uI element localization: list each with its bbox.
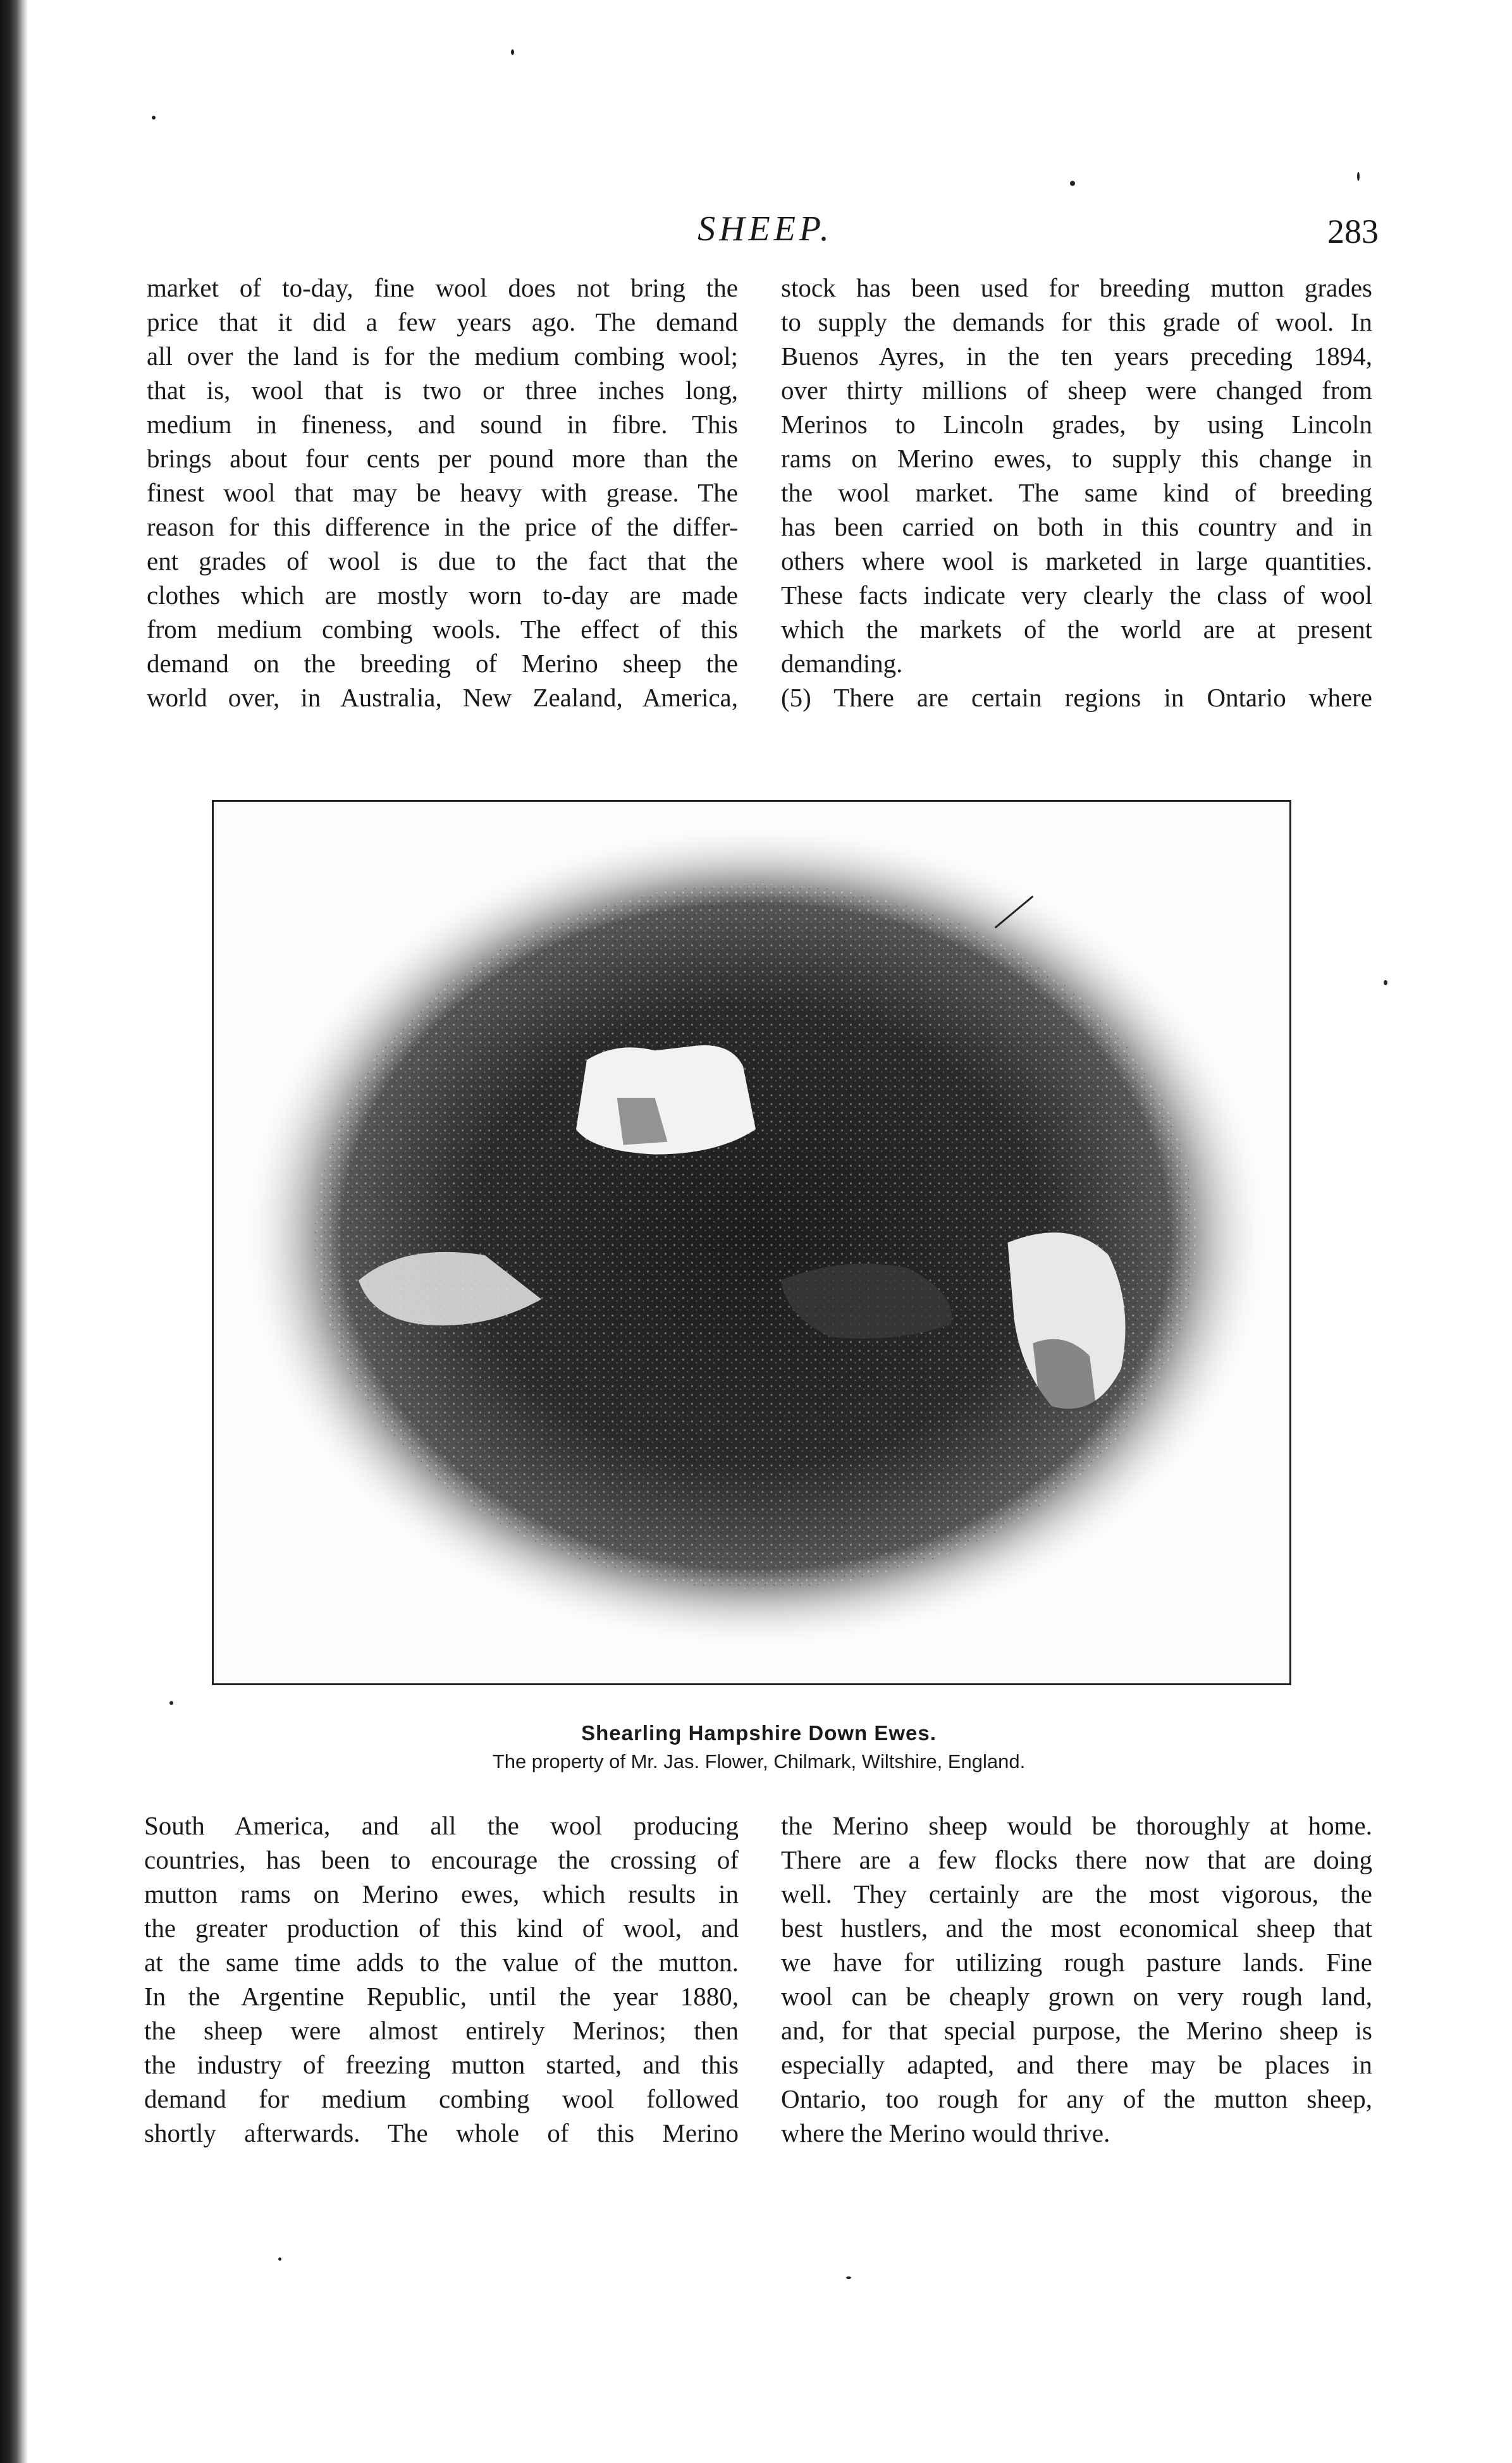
text-line: In the Argentine Republic, until the year 1880, <box>144 1982 739 2011</box>
text-line: all over the land is for the medium combing wool; <box>147 341 738 371</box>
sheep-photograph <box>214 802 1289 1683</box>
text-line: stock has been used for breeding mutton grades <box>781 273 1372 302</box>
text-line: reason for this difference in the price of the differ- <box>147 512 738 541</box>
photo-plate-sheep <box>212 800 1291 1685</box>
text-line: Merinos to Lincoln grades, by using Lincoln <box>781 410 1372 439</box>
text-line: These facts indicate very clearly the class of wool <box>781 580 1372 610</box>
ink-speck <box>1070 181 1075 186</box>
text-line: to supply the demands for this grade of wool. In <box>781 307 1372 336</box>
text-line: at the same time adds to the value of the mutton. <box>144 1948 739 1977</box>
text-line: wool can be cheaply grown on very rough land, <box>781 1982 1372 2011</box>
ink-speck <box>169 1701 173 1705</box>
text-line: which the markets of the world are at present <box>781 615 1372 644</box>
text-line: brings about four cents per pound more than the <box>147 444 738 473</box>
caption-subtitle: The property of Mr. Jas. Flower, Chilmark, Wiltshire, England. <box>492 1750 1026 1772</box>
page-number: 283 <box>1327 212 1379 250</box>
ink-speck <box>1384 980 1387 985</box>
text-line: others where wool is marketed in large quantities. <box>781 546 1372 575</box>
text-line: countries, has been to encourage the crossing of <box>144 1845 739 1874</box>
text-line: finest wool that may be heavy with grease. The <box>147 478 738 507</box>
text-line: demanding. <box>781 649 903 678</box>
ink-speck <box>511 49 514 55</box>
text-line: world over, in Australia, New Zealand, America, <box>147 683 738 712</box>
text-line: rams on Merino ewes, to supply this change in <box>781 444 1372 473</box>
ink-speck <box>278 2257 281 2261</box>
text-line: There are a few flocks there now that are doing <box>781 1845 1372 1874</box>
text-line: market of to-day, fine wool does not bring the <box>147 273 738 302</box>
figure-caption <box>316 1719 1202 1776</box>
text-line: the greater production of this kind of wool, and <box>144 1913 739 1943</box>
text-line: price that it did a few years ago. The demand <box>147 307 738 336</box>
text-line: the sheep were almost entirely Merinos; then <box>144 2016 739 2045</box>
text-line: mutton rams on Merino ewes, which results in <box>144 1879 739 1908</box>
text-column-top-left <box>147 271 738 715</box>
text-line: especially adapted, and there may be places in <box>781 2050 1372 2079</box>
ink-speck <box>846 2276 851 2279</box>
text-line: where the Merino would thrive. <box>781 2118 1110 2147</box>
text-line: the wool market. The same kind of breeding <box>781 478 1372 507</box>
text-line: Ontario, too rough for any of the mutton sheep, <box>781 2084 1372 2113</box>
text-line: shortly afterwards. The whole of this Merino <box>144 2118 739 2147</box>
text-line: the Merino sheep would be thoroughly at home. <box>781 1811 1372 1840</box>
text-column-bottom-right <box>781 1809 1372 2150</box>
text-line: over thirty millions of sheep were changed from <box>781 376 1372 405</box>
text-line: has been carried on both in this country and in <box>781 512 1372 541</box>
ink-speck <box>1357 172 1360 181</box>
text-line: demand for medium combing wool followed <box>144 2084 739 2113</box>
text-line: medium in fineness, and sound in fibre. This <box>147 410 738 439</box>
text-line: well. They certainly are the most vigorous, the <box>781 1879 1372 1908</box>
text-line: Buenos Ayres, in the ten years preceding 1894, <box>781 341 1372 371</box>
page-binding-shadow <box>0 0 28 2463</box>
text-line: we have for utilizing rough pasture lands. Fine <box>781 1948 1372 1977</box>
text-line: the industry of freezing mutton started, and this <box>144 2050 739 2079</box>
text-line: best hustlers, and the most economical sheep that <box>781 1913 1372 1943</box>
text-line: from medium combing wools. The effect of this <box>147 615 738 644</box>
ink-speck <box>152 116 156 120</box>
text-column-bottom-left <box>144 1809 739 2150</box>
caption-title: Shearling Hampshire Down Ewes. <box>581 1721 937 1745</box>
running-head-title: SHEEP. <box>698 209 833 249</box>
text-line: demand on the breeding of Merino sheep the <box>147 649 738 678</box>
text-line: that is, wool that is two or three inches long, <box>147 376 738 405</box>
text-line: ent grades of wool is due to the fact that the <box>147 546 738 575</box>
text-column-top-right <box>781 271 1372 715</box>
text-line: clothes which are mostly worn to-day are made <box>147 580 738 610</box>
text-line: and, for that special purpose, the Merino sheep is <box>781 2016 1372 2045</box>
text-line: (5) There are certain regions in Ontario where <box>781 683 1372 712</box>
text-line: South America, and all the wool producing <box>144 1811 739 1840</box>
